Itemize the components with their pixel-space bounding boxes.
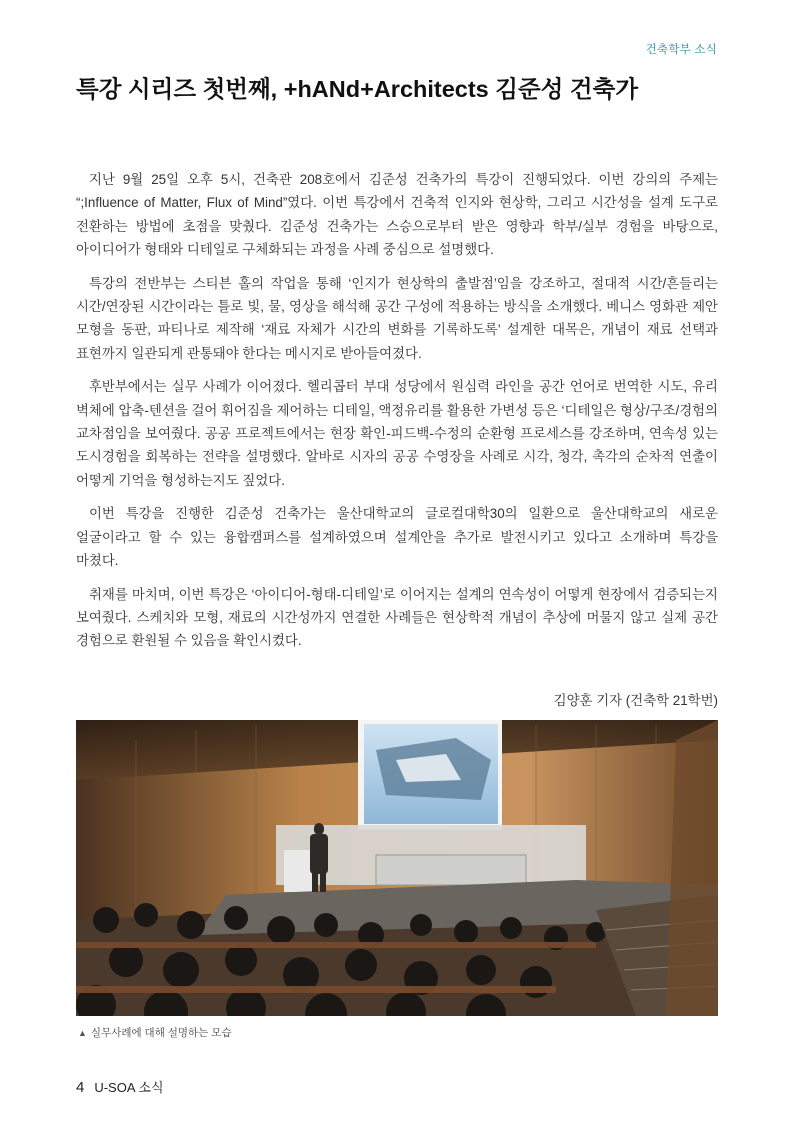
article-paragraph-2: 특강의 전반부는 스티븐 홀의 작업을 통해 ‘인지가 현상학의 출발점’임을 강조하고, 절대적 시간/흔들리는 시간/연장된 시간이라는 틀로 빛, 물, 영상을 해석해 공간 구성에 적용하는 방식을 소개했다. 베니스 영화관 제안 모형을 동판, 파티나로 제작해 ‘재료 자체가 시간의 변화를 기록하도록’ 설계한 대목은, 개념이 재료 선택과 표현까지 일관되게 관통돼야 한다는 메시지로 받아들여졌다. [76,275,718,361]
article-title: 특강 시리즈 첫번째, +hANd+Architects 김준성 건축가 [76,76,639,102]
article-body [76,168,718,663]
article-paragraph-5: 취재를 마치며, 이번 특강은 ‘아이디어-형태-디테일’로 이어지는 설계의 연속성이 어떻게 현장에서 검증되는지 보여줬다. 스케치와 모형, 재료의 시간성까지 연결한 사례들은 현상학적 개념이 추상에 머물지 않고 실제 공간 경험으로 환원될 수 있음을 확인시켰다. [76,586,718,649]
photo-caption-text: 실무사례에 대해 설명하는 모습 [90,1027,232,1039]
byline: 김양훈 기자 (건축학 21학번) [553,693,718,708]
section-tag: 건축학부 소식 [645,44,717,56]
lecture-hall-illustration [76,720,718,1016]
triangle-marker-icon: ▲ [78,1028,87,1038]
article-paragraph-1: 지난 9월 25일 오후 5시, 건축관 208호에서 김준성 건축가의 특강이 진행되었다. 이번 강의의 주제는 “;Influence of Matter, Flux of Mind”였다. 이번 특강에서 건축적 인지와 현상학, 그리고 시간성을 설계 도구로 전환하는 방법에 초점을 맞췄다. 김준성 건축가는 스승으로부터 받은 영향과 학부/실부 경험을 바탕으로, 아이디어가 형태와 디테일로 구체화되는 과정을 사례 중심으로 설명했다. [76,172,718,258]
article-paragraph-3: 후반부에서는 실무 사례가 이어졌다. 헬리콥터 부대 성당에서 원심력 라인을 공간 언어로 번역한 시도, 유리 벽체에 압축-텐션을 걸어 휘어짐을 제어하는 디테일, 액정유리를 활용한 가변성 등은 ‘디테일은 형상/구조/경험의 교차점임을 보여줬다. 공공 프로젝트에서는 현장 확인-피드백-수정의 순환형 프로세스를 강조하며, 연속성 있는 도시경험을 회복하는 전략을 설명했다. 알바로 시자의 공공 수영장을 사례로 시각, 청각, 촉각의 순차적 연출이 어떻게 기억을 형성하는지도 짚었다. [76,379,718,488]
page-number: 4 [76,1079,85,1096]
lecture-photo [76,720,718,1016]
article-paragraph-4: 이번 특강을 진행한 김준성 건축가는 울산대학교의 글로컬대학30의 일환으로 울산대학교의 새로운 얼굴이라고 할 수 있는 융합캠퍼스를 설계하였으며 설계안을 추가로 발전시키고 있다고 소개하며 특강을 마쳤다. [76,506,718,569]
publication-name: U-SOA 소식 [94,1080,164,1095]
photo-caption [78,1025,232,1040]
page-footer [76,1077,164,1096]
